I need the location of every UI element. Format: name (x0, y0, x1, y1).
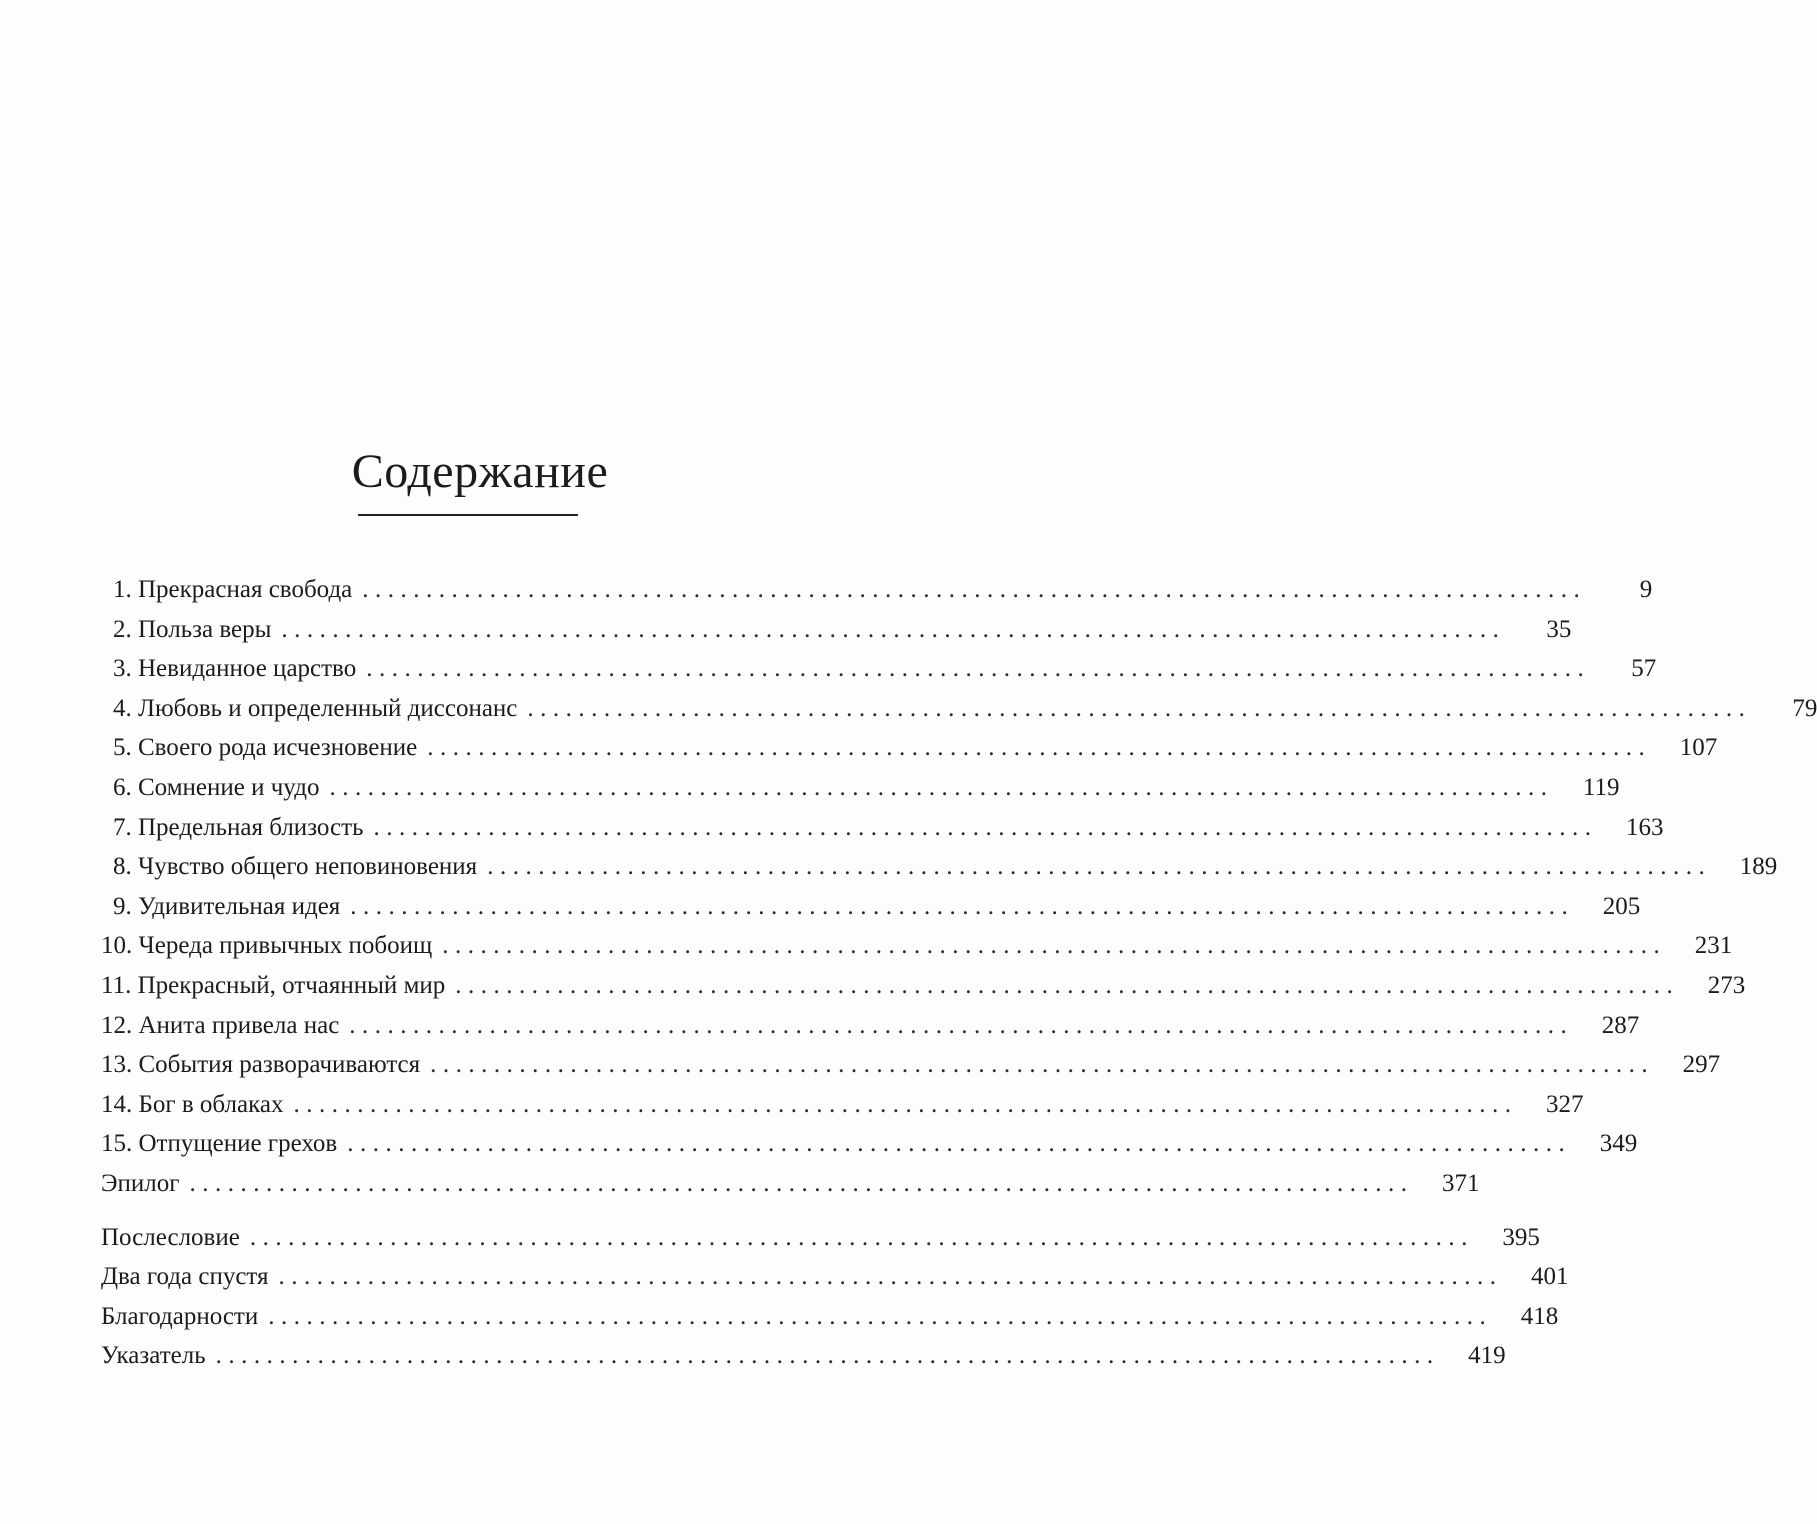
toc-entry-title: Эпилог (101, 1169, 180, 1197)
toc-entry (101, 966, 1746, 1006)
toc-entry (101, 1085, 1584, 1125)
toc-entry (101, 728, 1718, 768)
dot-leader: ................................................................................................ (293, 1090, 1518, 1118)
toc-entry-title: 13. События разворачиваются (101, 1051, 421, 1079)
dot-leader: ................................................................................................ (366, 655, 1591, 683)
toc-entry-title: 8. Чувство общего неповиновения (113, 853, 478, 881)
dot-leader: ................................................................................................ (249, 1223, 1474, 1251)
toc-entry-title: Указатель (101, 1342, 206, 1370)
dot-leader: ................................................................................................ (430, 1051, 1655, 1079)
toc-entry-page-number: 79 (1792, 694, 1817, 722)
dot-leader: ................................................................................................ (347, 1130, 1572, 1158)
toc-entry-title: 12. Анита привела нас (101, 1011, 340, 1039)
toc-entry-page-number: 418 (1520, 1302, 1559, 1330)
toc-entry-page-number: 273 (1707, 971, 1746, 999)
toc-entry (101, 689, 1817, 729)
toc-entry (101, 1257, 1569, 1297)
toc-entry (101, 1045, 1721, 1085)
toc-entry-title: 3. Невиданное царство (113, 655, 357, 683)
dot-leader: ................................................................................................ (350, 892, 1575, 920)
toc-entry-title: 6. Сомнение и чудо (113, 773, 320, 801)
dot-leader: ................................................................................................ (455, 971, 1680, 999)
toc-entry-title: 5. Своего рода исчезновение (113, 734, 418, 762)
toc-entry-page-number: 163 (1625, 813, 1664, 841)
toc-entry-title: Послесловие (101, 1223, 240, 1251)
toc-entry (101, 768, 1620, 808)
toc-entry-page-number: 401 (1531, 1263, 1569, 1291)
toc-entry-page-number: 9 (1639, 576, 1653, 603)
toc-entry-page-number: 57 (1631, 655, 1657, 683)
toc-entry-page-number: 327 (1545, 1090, 1584, 1118)
toc-entry (101, 847, 1778, 887)
page-title: Содержание (351, 445, 609, 498)
dot-leader: ................................................................................................ (329, 773, 1554, 801)
toc-entry (101, 1297, 1559, 1337)
toc-entry-page-number: 395 (1502, 1223, 1540, 1251)
dot-leader: ................................................................................................ (281, 615, 1506, 643)
toc-entry-title: 11. Прекрасный, отчаянный мир (101, 971, 446, 999)
chapter-list (101, 570, 1817, 1204)
toc-entry-page-number: 371 (1442, 1169, 1480, 1197)
toc-entry-page-number: 349 (1599, 1130, 1638, 1158)
toc-entry-title: 14. Бог в облаках (101, 1090, 284, 1118)
toc-entry-page-number: 107 (1679, 734, 1718, 762)
toc-entry-page-number: 119 (1582, 773, 1620, 801)
dot-leader: ................................................................................................ (215, 1342, 1440, 1370)
toc-entry (101, 1006, 1640, 1046)
dot-leader: ................................................................................................ (189, 1169, 1414, 1197)
dot-leader: ................................................................................................ (527, 694, 1752, 722)
toc-entry (101, 1124, 1638, 1164)
toc-entry (101, 926, 1733, 966)
toc-entry (101, 649, 1657, 689)
toc-entry (101, 610, 1572, 650)
toc-entry-title: 4. Любовь и определенный диссонанс (113, 694, 518, 722)
table-of-contents (101, 570, 1817, 1376)
section-gap (101, 1204, 841, 1218)
toc-entry-page-number: 35 (1546, 615, 1572, 643)
toc-entry-title: Два года спустя (101, 1263, 269, 1291)
toc-entry-page-number: 189 (1739, 853, 1778, 881)
toc-entry-title: 9. Удивительная идея (113, 892, 341, 920)
dot-leader: ................................................................................................ (487, 853, 1712, 881)
toc-entry-title: 15. Отпущение грехов (101, 1130, 338, 1158)
toc-entry-page-number: 419 (1468, 1342, 1506, 1370)
toc-entry-page-number: 287 (1601, 1011, 1640, 1039)
toc-entry-title: 2. Польза веры (113, 615, 272, 643)
toc-entry-page-number: 231 (1694, 932, 1733, 960)
toc-entry-page-number: 297 (1682, 1051, 1721, 1079)
toc-entry (101, 1164, 1480, 1204)
back-matter-list (101, 1218, 1569, 1376)
dot-leader: ................................................................................................ (268, 1302, 1493, 1330)
dot-leader: ................................................................................................ (278, 1263, 1503, 1291)
toc-entry (101, 570, 1653, 610)
toc-entry (101, 1336, 1506, 1376)
dot-leader: ................................................................................................ (442, 932, 1667, 960)
dot-leader: ................................................................................................ (373, 813, 1598, 841)
toc-entry (101, 887, 1641, 927)
toc-entry (101, 808, 1664, 848)
dot-leader: ................................................................................................ (349, 1011, 1574, 1039)
toc-entry-title: Благодарности (101, 1302, 259, 1330)
toc-entry-title: 10. Череда привычных побоищ (101, 932, 433, 960)
toc-entry-page-number: 205 (1602, 892, 1641, 920)
toc-entry-title: 7. Предельная близость (113, 813, 364, 841)
toc-entry (101, 1218, 1540, 1258)
toc-entry-title: 1. Прекрасная свобода (113, 576, 353, 603)
dot-leader: ................................................................................................ (427, 734, 1652, 762)
title-underline (358, 514, 578, 516)
dot-leader: ................................................................................................ (362, 576, 1587, 603)
